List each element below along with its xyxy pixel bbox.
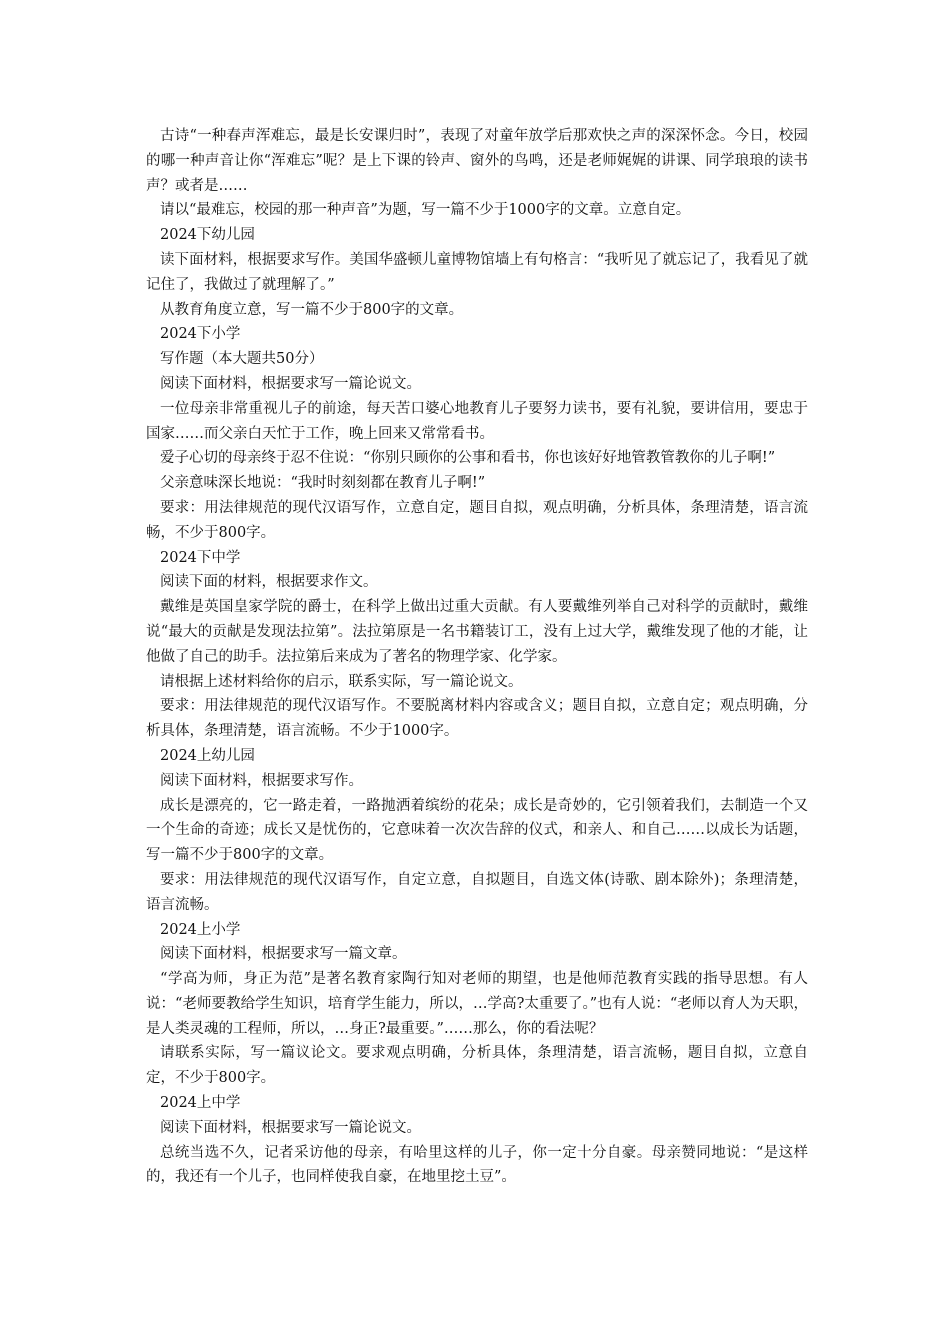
- paragraph: 总统当选不久，记者采访他的母亲，有哈里这样的儿子，你一定十分自豪。母亲赞同地说：“是这样的，我还有一个儿子，也同样使我自豪，在地里挖土豆”。: [146, 1144, 808, 1186]
- paragraph: 成长是漂亮的，它一路走着，一路抛洒着缤纷的花朵；成长是奇妙的，它引领着我们，去制造一个又一个生命的奇迹；成长又是忧伤的，它意味着一次次告辞的仪式，和亲人、和自己……以成长为话题，写一篇不少于800字的文章。: [146, 797, 808, 864]
- paragraph: 从教育角度立意，写一篇不少于800字的文章。: [160, 301, 464, 318]
- paragraph: 写作题（本大题共50分）: [160, 351, 324, 368]
- paragraph: 要求：用法律规范的现代汉语写作，自定立意，自拟题目，自选文体(诗歌、剧本除外)；条理清楚，语言流畅。: [146, 871, 808, 913]
- paragraph: 父亲意味深长地说：“我时时刻刻都在教育儿子啊!”: [160, 475, 486, 492]
- paragraph: 阅读下面的材料，根据要求作文。: [160, 574, 378, 591]
- paragraph: 读下面材料，根据要求写作。美国华盛顿儿童博物馆墙上有句格言：“我听见了就忘记了，我看见了就记住了，我做过了就理解了。”: [146, 251, 808, 293]
- section-heading: 2024下小学: [160, 326, 241, 343]
- paragraph: 一位母亲非常重视儿子的前途，每天苦口婆心地教育儿子要努力读书，要有礼貌，要讲信用，要忠于国家……而父亲白天忙于工作，晚上回来又常常看书。: [146, 400, 808, 442]
- section-heading: 2024上幼儿园: [160, 747, 255, 764]
- section-heading: 2024下幼儿园: [160, 227, 255, 244]
- paragraph: 要求：用法律规范的现代汉语写作。不要脱离材料内容或含义；题目自拟，立意自定；观点明确，分析具体，条理清楚，语言流畅。不少于1000字。: [146, 698, 808, 740]
- section-heading: 2024下中学: [160, 549, 241, 566]
- paragraph: 请以“最难忘，校园的那一种声音”为题，写一篇不少于1000字的文章。立意自定。: [160, 202, 691, 219]
- paragraph: 戴维是英国皇家学院的爵士，在科学上做出过重大贡献。有人要戴维列举自己对科学的贡献时，戴维说“最大的贡献是发现法拉第”。法拉第原是一名书籍装订工，没有上过大学，戴维发现了他的才能，让他做了自己的助手。法拉第后来成为了著名的物理学家、化学家。: [146, 599, 808, 665]
- section-heading: 2024上中学: [160, 1095, 241, 1112]
- paragraph: “学高为师，身正为范”是著名教育家陶行知对老师的期望，也是他师范教育实践的指导思想。有人说：“老师要教给学生知识，培育学生能力，所以，…学高?太重要了。”也有人说：“老师以育人为天职，是人类灵魂的工程师，所以，…身正?最重要。”……那么，你的看法呢？: [146, 971, 808, 1037]
- paragraph: 爱子心切的母亲终于忍不住说：“你别只顾你的公事和看书，你也该好好地管教管教你的儿子啊!”: [160, 450, 776, 467]
- paragraph: 古诗“一种春声浑难忘，最是长安课归时”，表现了对童年放学后那欢快之声的深深怀念。今日，校园的哪一种声音让你“浑难忘”呢？是上下课的铃声、窗外的鸟鸣，还是老师娓娓的讲课、同学琅琅的读书声？或者是……: [146, 128, 808, 194]
- paragraph: 要求：用法律规范的现代汉语写作，立意自定，题目自拟，观点明确，分析具体，条理清楚，语言流畅，不少于800字。: [146, 499, 808, 541]
- document-body: [146, 124, 808, 1190]
- section-heading: 2024上小学: [160, 921, 241, 938]
- paragraph: 阅读下面材料，根据要求写一篇论说文。: [160, 1119, 421, 1136]
- paragraph: 请联系实际，写一篇议论文。要求观点明确，分析具体，条理清楚，语言流畅，题目自拟，立意自定，不少于800字。: [146, 1045, 808, 1087]
- paragraph: 阅读下面材料，根据要求写一篇文章。: [160, 946, 407, 963]
- paragraph: 请根据上述材料给你的启示，联系实际，写一篇论说文。: [160, 673, 523, 690]
- paragraph: 阅读下面材料，根据要求写作。: [160, 772, 363, 789]
- paragraph: 阅读下面材料，根据要求写一篇论说文。: [160, 375, 421, 392]
